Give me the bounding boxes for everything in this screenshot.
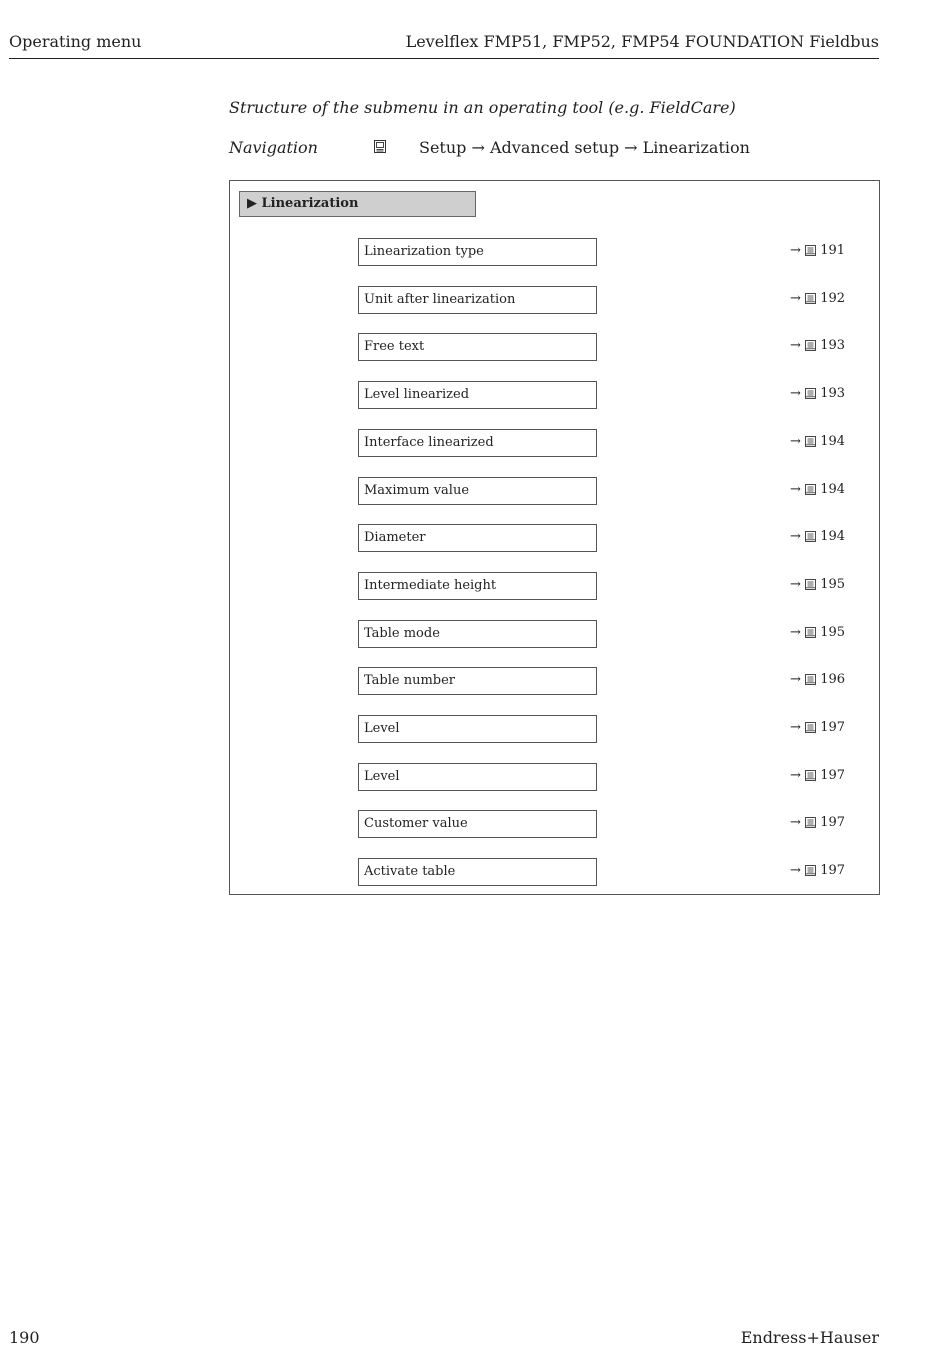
parameter-row [230,667,879,695]
page-reference-icon [805,388,816,399]
arrow-right-icon: → [790,672,801,688]
parameter-row [230,477,879,505]
parameter-row [230,715,879,743]
product-title: Levelflex FMP51, FMP52, FMP54 FOUNDATION Fieldbus [405,32,879,51]
arrow-right-icon: → [790,481,801,497]
parameter-box[interactable]: Level [358,715,597,743]
submenu-linearization: ▶ Linearization [239,191,476,217]
page-reference-number: 197 [820,720,846,735]
arrow-right-icon: → [790,576,801,592]
page-reference[interactable] [790,529,845,544]
parameter-box[interactable]: Activate table [358,858,597,886]
page-reference-number: 193 [820,386,846,402]
page-number: 190 [9,1328,40,1347]
page-reference-number: 194 [820,481,846,497]
page-reference[interactable] [790,625,845,640]
page-reference-icon [805,340,816,351]
parameter-row [230,810,879,838]
parameter-row [230,429,879,457]
parameter-row [230,381,879,409]
page-reference-number: 191 [820,243,846,258]
brand-name: Endress+Hauser [740,1328,879,1347]
page-reference[interactable] [790,386,845,401]
page-reference-number: 193 [820,338,846,354]
operating-tool-icon [374,140,386,153]
page-header [9,30,879,59]
page-reference-icon [805,627,816,638]
parameter-box[interactable]: Level [358,763,597,791]
page-reference-icon [805,579,816,590]
parameter-box[interactable]: Maximum value [358,477,597,505]
arrow-right-icon: → [790,338,801,354]
page-reference[interactable] [790,672,845,687]
arrow-right-icon: → [790,624,801,640]
arrow-right-icon: → [790,433,801,449]
page-reference[interactable] [790,482,845,497]
page-reference[interactable] [790,863,845,878]
parameter-row [230,763,879,791]
page-reference[interactable] [790,577,845,592]
parameter-row [230,620,879,648]
page-reference[interactable] [790,815,845,830]
page-reference-number: 194 [820,529,846,545]
page-reference-number: 197 [820,815,846,831]
parameter-box[interactable]: Intermediate height [358,572,597,600]
page-reference-number: 192 [820,290,846,306]
arrow-right-icon: → [790,386,801,402]
parameter-box[interactable]: Diameter [358,524,597,552]
page-reference-icon [805,770,816,781]
parameter-box[interactable]: Table number [358,667,597,695]
page-reference-number: 195 [820,576,846,592]
parameter-row [230,524,879,552]
arrow-right-icon: → [790,863,801,879]
page-reference[interactable] [790,720,845,735]
parameter-box[interactable]: Table mode [358,620,597,648]
page-reference-number: 196 [820,672,846,688]
figure-caption: Structure of the submenu in an operating tool (e.g. FieldCare) [229,98,736,117]
page-reference[interactable] [790,434,845,449]
arrow-right-icon: → [790,720,801,735]
section-title: Operating menu [9,32,142,51]
arrow-right-icon: → [790,290,801,306]
parameter-row [230,572,879,600]
parameter-box[interactable]: Customer value [358,810,597,838]
arrow-right-icon: → [790,243,801,258]
page-reference-number: 197 [820,767,846,783]
page-reference-number: 195 [820,624,846,640]
page-reference-icon [805,484,816,495]
parameter-box[interactable]: Interface linearized [358,429,597,457]
page-reference-icon [805,817,816,828]
parameter-box[interactable]: Level linearized [358,381,597,409]
arrow-right-icon: → [790,815,801,831]
page-reference-number: 194 [820,433,846,449]
navigation-path: Setup → Advanced setup → Linearization [419,138,750,157]
parameter-box[interactable]: Free text [358,333,597,361]
page-reference[interactable] [790,291,845,306]
page-reference-icon [805,722,816,733]
parameter-row [230,238,879,266]
arrow-right-icon: → [790,767,801,783]
parameter-row [230,858,879,886]
page-reference-icon [805,293,816,304]
page-reference-icon [805,436,816,447]
parameter-row [230,333,879,361]
page-reference-icon [805,531,816,542]
page-reference[interactable] [790,768,845,783]
page-reference[interactable] [790,243,845,258]
page-reference-icon [805,865,816,876]
page-reference[interactable] [790,338,845,353]
navigation-label: Navigation [229,138,318,157]
page-reference-number: 197 [820,863,846,879]
parameter-row [230,286,879,314]
page-reference-icon [805,674,816,685]
submenu-structure-frame [229,180,880,895]
arrow-right-icon: → [790,529,801,545]
parameter-box[interactable]: Linearization type [358,238,597,266]
page-reference-icon [805,245,816,256]
parameter-box[interactable]: Unit after linearization [358,286,597,314]
